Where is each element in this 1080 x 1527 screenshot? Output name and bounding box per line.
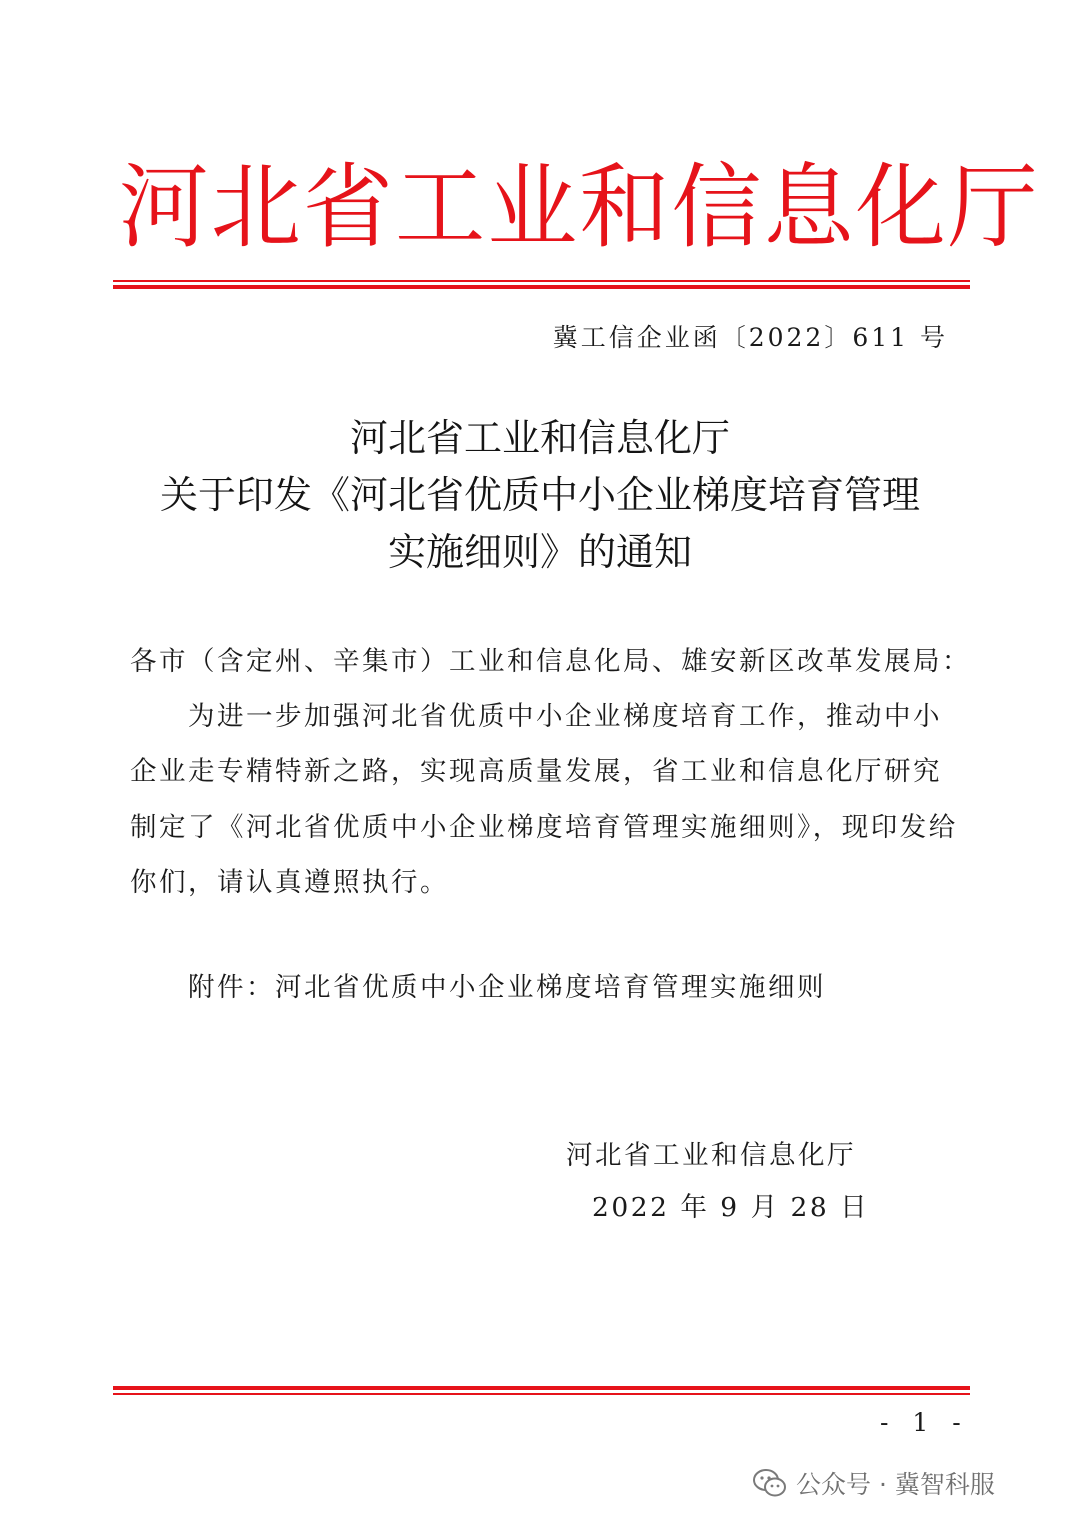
watermark-text: 公众号 · 冀智科服	[796, 1470, 995, 1499]
paragraph-line-2: 企业走专精特新之路，实现高质量发展，省工业和信息化厅研究	[130, 756, 942, 787]
document-title-line-1: 河北省工业和信息化厅	[349, 416, 730, 460]
letterhead-rule-thin	[113, 280, 970, 282]
page-number: - 1 -	[880, 1408, 969, 1437]
footer-rule-thick	[113, 1386, 970, 1390]
salutation: 各市（含定州、辛集市）工业和信息化局、雄安新区改革发展局：	[130, 646, 971, 677]
signature-issuer: 河北省工业和信息化厅	[566, 1140, 856, 1171]
signature-date: 2022 年 9 月 28 日	[592, 1192, 870, 1223]
paragraph-line-4: 你们，请认真遵照执行。	[130, 867, 449, 898]
document-number: 冀工信企业函〔2022〕611 号	[552, 323, 948, 352]
letterhead-title: 河北省工业和信息化厅	[118, 154, 1040, 261]
footer-rule-thin	[113, 1393, 970, 1395]
paragraph-line-3: 制定了《河北省优质中小企业梯度培育管理实施细则》，现印发给	[130, 812, 958, 843]
letterhead-rule-thick	[113, 285, 970, 289]
paragraph-line-1: 为进一步加强河北省优质中小企业梯度培育工作，推动中小	[188, 701, 942, 732]
wechat-icon	[752, 1468, 788, 1498]
document-title-line-3: 实施细则》的通知	[387, 530, 692, 574]
document-title-line-2: 关于印发《河北省优质中小企业梯度培育管理	[159, 473, 920, 517]
watermark	[752, 1463, 995, 1503]
attachment-line: 附件：河北省优质中小企业梯度培育管理实施细则	[188, 972, 826, 1003]
